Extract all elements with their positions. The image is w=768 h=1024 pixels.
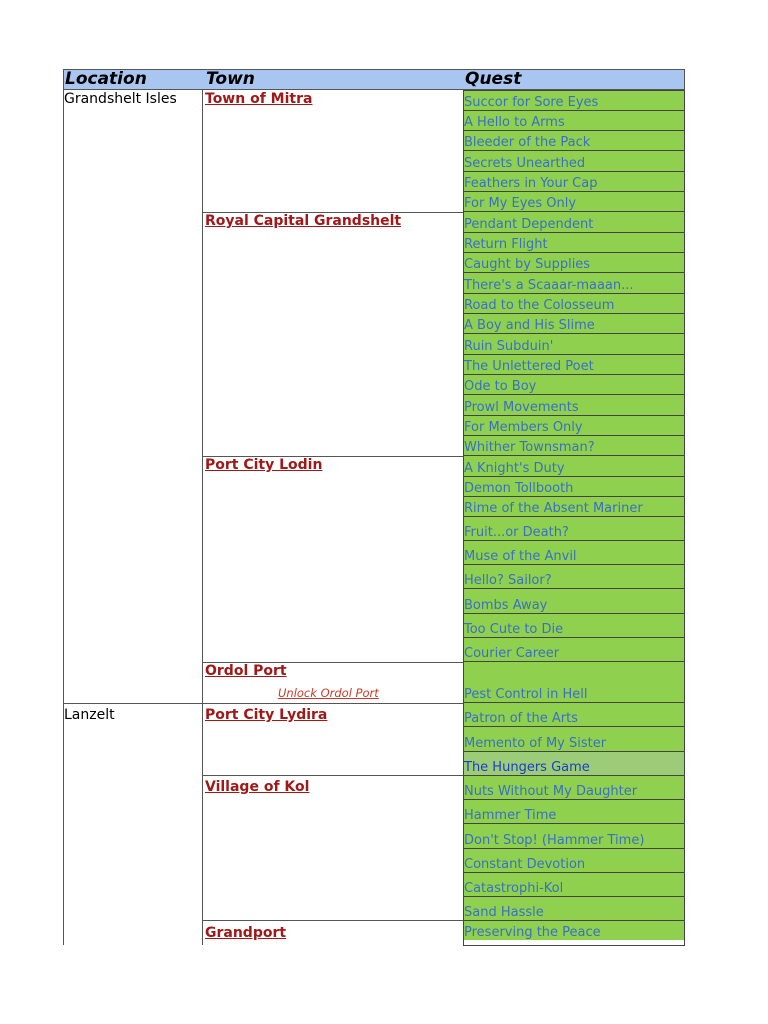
- header-location: Location: [65, 69, 147, 89]
- quest-link[interactable]: [463, 293, 684, 313]
- town-link-mitra[interactable]: Town of Mitra: [205, 91, 313, 107]
- quest-link-label: Ruin Subduin': [464, 339, 554, 354]
- quest-link[interactable]: [463, 415, 684, 435]
- quest-link-label: For Members Only: [464, 420, 583, 435]
- quest-link[interactable]: [463, 150, 684, 171]
- quest-link-label: Preserving the Peace: [464, 925, 601, 940]
- quest-link[interactable]: [463, 211, 684, 232]
- quest-link-label: Demon Tollbooth: [464, 481, 574, 496]
- quest-link[interactable]: [463, 848, 684, 872]
- quest-link[interactable]: [463, 435, 684, 455]
- quest-link[interactable]: [463, 90, 684, 110]
- location-lanzelt: Lanzelt: [64, 707, 115, 723]
- location-town-divider: [202, 90, 203, 945]
- quest-link[interactable]: [463, 920, 684, 940]
- town-link-ordol-port[interactable]: Ordol Port: [205, 663, 287, 679]
- quest-link[interactable]: [463, 588, 684, 613]
- quest-link[interactable]: [463, 775, 684, 799]
- quest-link-label: Succor for Sore Eyes: [464, 95, 599, 110]
- quest-link[interactable]: [463, 476, 684, 496]
- quest-link-label: Prowl Movements: [464, 400, 579, 415]
- quest-link[interactable]: [463, 564, 684, 588]
- quest-link-label: Rime of the Absent Mariner: [464, 501, 643, 516]
- location-divider: [63, 703, 203, 704]
- town-link-port-city-lodin[interactable]: Port City Lodin: [205, 457, 323, 473]
- quest-link[interactable]: [463, 751, 684, 775]
- quest-link-label: Fruit...or Death?: [464, 525, 569, 540]
- quest-link-label: Feathers in Your Cap: [464, 176, 598, 191]
- quest-link[interactable]: [463, 110, 684, 130]
- quest-link[interactable]: [463, 702, 684, 726]
- quest-link-label: The Hungers Game: [464, 760, 590, 775]
- town-link-village-of-kol[interactable]: Village of Kol: [205, 779, 310, 795]
- town-link-port-city-lydira[interactable]: Port City Lydira: [205, 707, 328, 723]
- quest-link[interactable]: [463, 516, 684, 540]
- quest-link-label: Caught by Supplies: [464, 257, 591, 272]
- quest-link-label: Hammer Time: [464, 808, 557, 823]
- quest-link-label: The Unlettered Poet: [464, 359, 594, 374]
- location-left-border: [63, 90, 64, 945]
- quest-link[interactable]: [463, 333, 684, 354]
- town-divider: [202, 920, 464, 921]
- header-town: Town: [206, 69, 255, 89]
- quest-link[interactable]: [463, 232, 684, 252]
- quest-link-label: Catastrophi-Kol: [464, 881, 564, 896]
- location-grandshelt-isles: Grandshelt Isles: [64, 91, 177, 107]
- unlock-ordol-port-link[interactable]: Unlock Ordol Port: [278, 686, 379, 700]
- quest-link[interactable]: [463, 823, 684, 848]
- quest-link-label: Whither Townsman?: [464, 440, 595, 455]
- quest-link-label: Muse of the Anvil: [464, 549, 577, 564]
- quest-link-label: Don't Stop! (Hammer Time): [464, 833, 645, 848]
- quest-link[interactable]: [463, 872, 684, 896]
- quest-link-label: Constant Devotion: [464, 857, 586, 872]
- quest-link-label: Courier Career: [464, 646, 560, 661]
- header-quest: Quest: [465, 69, 522, 89]
- quest-link-label: There's a Scaaar-maaan...: [464, 278, 634, 293]
- quest-link-label: Memento of My Sister: [464, 736, 607, 751]
- quest-link[interactable]: [463, 726, 684, 751]
- quest-link-label: Pest Control in Hell: [464, 687, 588, 702]
- quest-link-label: A Knight's Duty: [464, 461, 565, 476]
- quest-link[interactable]: [463, 252, 684, 272]
- quest-link-label: Sand Hassle: [464, 905, 544, 920]
- quest-link[interactable]: [463, 455, 684, 476]
- header-row: [63, 69, 685, 90]
- quest-link[interactable]: [463, 130, 684, 150]
- quest-link[interactable]: [463, 272, 684, 293]
- quest-link-label: Ode to Boy: [464, 379, 537, 394]
- quest-link-label: Pendant Dependent: [464, 217, 594, 232]
- quest-link-label: Bombs Away: [464, 598, 548, 613]
- quest-link[interactable]: [463, 637, 684, 661]
- quest-link[interactable]: [463, 661, 684, 702]
- quest-link-label: Nuts Without My Daughter: [464, 784, 638, 799]
- town-link-grandport[interactable]: Grandport: [205, 925, 287, 941]
- quest-link-label: Too Cute to Die: [464, 622, 564, 637]
- quest-link-label: For My Eyes Only: [464, 196, 577, 211]
- quest-link-label: A Hello to Arms: [464, 115, 565, 130]
- quest-link[interactable]: [463, 191, 684, 211]
- quest-link-label: A Boy and His Slime: [464, 318, 595, 333]
- quest-link[interactable]: [463, 540, 684, 564]
- quest-link-label: Road to the Colosseum: [464, 298, 615, 313]
- quest-link-label: Patron of the Arts: [464, 711, 578, 726]
- quest-link[interactable]: [463, 394, 684, 415]
- quest-link[interactable]: [463, 354, 684, 374]
- quest-link[interactable]: [463, 374, 684, 394]
- quest-link-label: Bleeder of the Pack: [464, 135, 591, 150]
- town-divider: [202, 775, 464, 776]
- quest-link[interactable]: [463, 896, 684, 920]
- quest-link[interactable]: [463, 496, 684, 516]
- quest-link-label: Secrets Unearthed: [464, 156, 586, 171]
- town-divider: [202, 703, 464, 704]
- quest-link-label: Return Flight: [464, 237, 548, 252]
- quest-link[interactable]: [463, 171, 684, 191]
- quest-link[interactable]: [463, 613, 684, 637]
- town-link-royal-capital-grandshelt[interactable]: Royal Capital Grandshelt: [205, 213, 402, 229]
- quest-link[interactable]: [463, 799, 684, 823]
- quest-link-label: Hello? Sailor?: [464, 573, 552, 588]
- quest-link[interactable]: [463, 313, 684, 333]
